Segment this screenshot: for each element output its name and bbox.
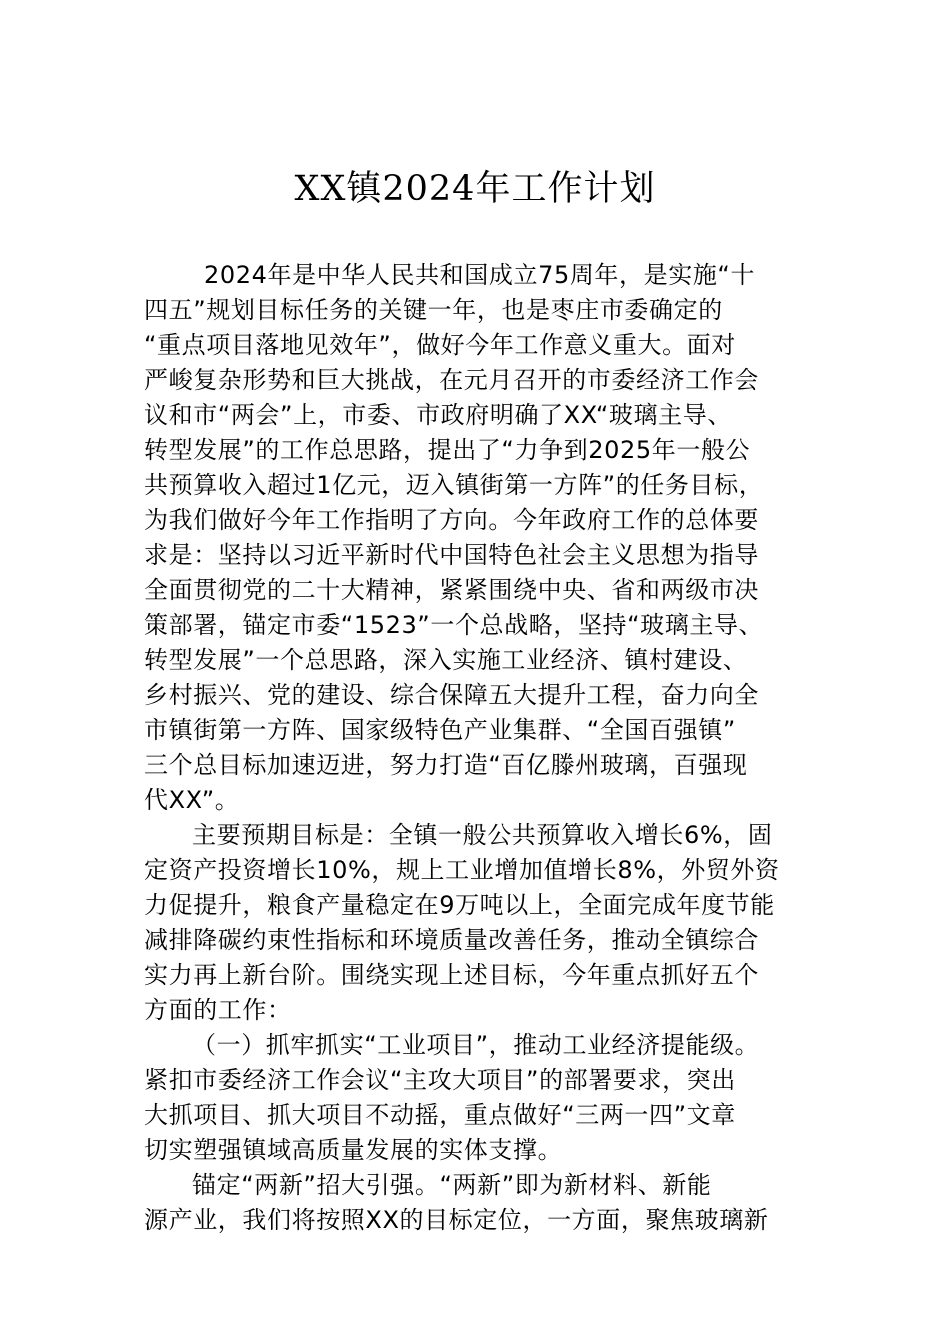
text-line: 方面的工作： [144,996,292,1024]
text-line: 市镇街第一方阵、国家级特色产业集群、“全国百强镇” [144,716,736,744]
text-line: 锚定“两新”招大引强。“两新”即为新材料、新能 [192,1171,712,1199]
text-line: 共预算收入超过1亿元，迈入镇街第一方阵”的任务目标， [144,471,764,499]
text-line: 定资产投资增长10%，规上工业增加值增长8%，外贸外资 [144,856,780,884]
text-line: 转型发展”的工作总思路，提出了“力争到2025年一般公 [144,436,751,464]
text-line: 为我们做好今年工作指明了方向。今年政府工作的总体要 [144,506,759,534]
text-line: 切实塑强镇域高质量发展的实体支撑。 [144,1136,563,1164]
text-line: 代XX”。 [144,786,240,814]
text-line: “重点项目落地见效年”，做好今年工作意义重大。面对 [144,331,736,359]
text-line: 源产业，我们将按照XX的目标定位，一方面，聚焦玻璃新 [144,1206,769,1234]
text-line: 四五”规划目标任务的关键一年，也是枣庄市委确定的 [144,296,723,324]
text-line: 三个总目标加速迈进，努力打造“百亿滕州玻璃，百强现 [144,751,748,779]
text-line: 全面贯彻党的二十大精神，紧紧围绕中央、省和两级市决 [144,576,759,604]
text-line: 2024年是中华人民共和国成立75周年，是实施“十 [204,261,756,289]
document-title: XX镇2024年工作计划 [294,169,656,209]
text-line: 主要预期目标是：全镇一般公共预算收入增长6%，固 [192,821,773,849]
text-line: 转型发展”一个总思路，深入实施工业经济、镇村建设、 [144,646,748,674]
text-line: 减排降碳约束性指标和环境质量改善任务，推动全镇综合 [144,926,759,954]
text-line: 策部署，锚定市委“1523”一个总战略，坚持“玻璃主导、 [144,611,764,639]
text-line: 严峻复杂形势和巨大挑战，在元月召开的市委经济工作会 [144,366,759,394]
text-line: 求是：坚持以习近平新时代中国特色社会主义思想为指导 [144,541,759,569]
text-line: 实力再上新台阶。围绕实现上述目标，今年重点抓好五个 [144,961,759,989]
text-line: 议和市“两会”上，市委、市政府明确了XX“玻璃主导、 [144,401,732,429]
text-line: 大抓项目、抓大项目不动摇，重点做好“三两一四”文章 [144,1101,736,1129]
document-body [144,258,824,1238]
text-line: 乡村振兴、党的建设、综合保障五大提升工程，奋力向全 [144,681,759,709]
text-line: 力促提升，粮食产量稳定在9万吨以上，全面完成年度节能 [144,891,775,919]
text-line: 紧扣市委经济工作会议“主攻大项目”的部署要求，突出 [144,1066,736,1094]
text-line: （一）抓牢抓实“工业项目”，推动工业经济提能级。 [192,1031,760,1059]
